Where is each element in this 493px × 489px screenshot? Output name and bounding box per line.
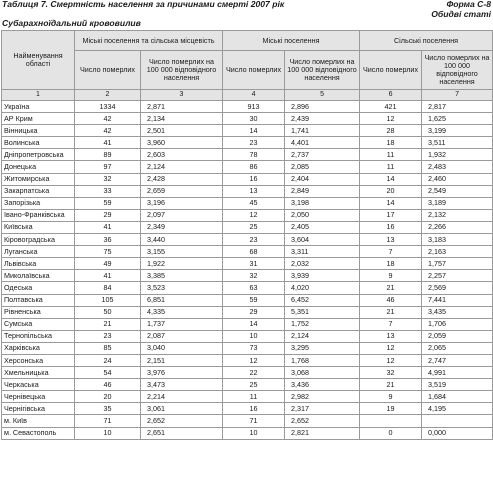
value-cell-col-5: 4,401 bbox=[285, 137, 360, 149]
value-cell-col-3: 3,040 bbox=[141, 342, 223, 354]
value-cell-col-2: 54 bbox=[75, 367, 141, 379]
value-cell-col-2: 46 bbox=[75, 379, 141, 391]
value-cell-col-7: 2,483 bbox=[422, 161, 493, 173]
table-row bbox=[2, 185, 493, 197]
value-cell-col-5: 3,436 bbox=[285, 379, 360, 391]
value-cell-col-3: 2,214 bbox=[141, 391, 223, 403]
value-cell-col-4: 10 bbox=[223, 427, 285, 439]
value-cell-col-5: 3,311 bbox=[285, 246, 360, 258]
table-row bbox=[2, 246, 493, 258]
region-name-cell: Луганська bbox=[2, 246, 75, 258]
table-row bbox=[2, 101, 493, 113]
table-row bbox=[2, 379, 493, 391]
value-cell-col-6: 11 bbox=[360, 161, 422, 173]
gender-scope: Обидві статі bbox=[431, 8, 491, 19]
region-name-cell: м. Київ bbox=[2, 415, 75, 427]
column-number: 6 bbox=[360, 90, 422, 101]
value-cell-col-2: 20 bbox=[75, 391, 141, 403]
value-cell-col-7: 7,441 bbox=[422, 294, 493, 306]
value-cell-col-5: 3,939 bbox=[285, 270, 360, 282]
value-cell-col-2: 24 bbox=[75, 354, 141, 366]
column-group-total: Міські поселення та сільська місцевість bbox=[75, 31, 223, 51]
value-cell-col-3: 1,922 bbox=[141, 258, 223, 270]
value-cell-col-3: 6,851 bbox=[141, 294, 223, 306]
value-cell-col-4: 11 bbox=[223, 391, 285, 403]
value-cell-col-2: 10 bbox=[75, 427, 141, 439]
form-code: Форма С-8 bbox=[446, 0, 491, 9]
value-cell-col-7: 4,195 bbox=[422, 403, 493, 415]
region-name-cell: Миколаївська bbox=[2, 270, 75, 282]
value-cell-col-3: 2,603 bbox=[141, 149, 223, 161]
value-cell-col-2: 59 bbox=[75, 197, 141, 209]
value-cell-col-6: 28 bbox=[360, 125, 422, 137]
value-cell-col-6: 21 bbox=[360, 282, 422, 294]
column-header-count: Число померлих bbox=[360, 51, 422, 90]
table-row bbox=[2, 125, 493, 137]
value-cell-col-3: 3,440 bbox=[141, 234, 223, 246]
value-cell-col-2: 23 bbox=[75, 330, 141, 342]
region-name-cell: Харківська bbox=[2, 342, 75, 354]
value-cell-col-5: 6,452 bbox=[285, 294, 360, 306]
region-name-cell: Закарпатська bbox=[2, 185, 75, 197]
value-cell-col-4: 86 bbox=[223, 161, 285, 173]
column-number: 1 bbox=[2, 90, 75, 101]
column-header-rate: Число померлих на 100 000 відповідного населення bbox=[285, 51, 360, 90]
value-cell-col-5: 2,050 bbox=[285, 209, 360, 221]
region-name-cell: Чернігівська bbox=[2, 403, 75, 415]
table-row bbox=[2, 282, 493, 294]
region-name-cell: Івано-Франківська bbox=[2, 209, 75, 221]
table-row bbox=[2, 113, 493, 125]
table-row bbox=[2, 137, 493, 149]
value-cell-col-7: 2,163 bbox=[422, 246, 493, 258]
table-body bbox=[2, 101, 493, 440]
value-cell-col-3: 3,196 bbox=[141, 197, 223, 209]
value-cell-col-5: 2,821 bbox=[285, 427, 360, 439]
column-group-urban: Міські поселення bbox=[223, 31, 360, 51]
value-cell-col-5: 2,317 bbox=[285, 403, 360, 415]
value-cell-col-4: 13 bbox=[223, 185, 285, 197]
value-cell-col-2: 42 bbox=[75, 125, 141, 137]
region-name-cell: Кіровоградська bbox=[2, 234, 75, 246]
value-cell-col-2: 36 bbox=[75, 234, 141, 246]
value-cell-col-6: 14 bbox=[360, 197, 422, 209]
value-cell-col-7: 2,065 bbox=[422, 342, 493, 354]
value-cell-col-6 bbox=[360, 415, 422, 427]
region-name-cell: Дніпропетровська bbox=[2, 149, 75, 161]
value-cell-col-5: 5,351 bbox=[285, 306, 360, 318]
value-cell-col-7: 2,460 bbox=[422, 173, 493, 185]
value-cell-col-3: 3,976 bbox=[141, 367, 223, 379]
value-cell-col-5: 2,652 bbox=[285, 415, 360, 427]
value-cell-col-3: 2,087 bbox=[141, 330, 223, 342]
value-cell-col-6: 421 bbox=[360, 101, 422, 113]
value-cell-col-7: 3,435 bbox=[422, 306, 493, 318]
column-number: 4 bbox=[223, 90, 285, 101]
value-cell-col-2: 71 bbox=[75, 415, 141, 427]
value-cell-col-7: 3,519 bbox=[422, 379, 493, 391]
value-cell-col-6: 16 bbox=[360, 221, 422, 233]
value-cell-col-2: 33 bbox=[75, 185, 141, 197]
value-cell-col-6: 12 bbox=[360, 113, 422, 125]
value-cell-col-6: 9 bbox=[360, 270, 422, 282]
table-title: Таблиця 7. Смертність населення за причинами смерті 2007 рік bbox=[2, 0, 285, 9]
value-cell-col-3: 3,155 bbox=[141, 246, 223, 258]
value-cell-col-5: 1,768 bbox=[285, 354, 360, 366]
value-cell-col-4: 68 bbox=[223, 246, 285, 258]
region-name-cell: Київська bbox=[2, 221, 75, 233]
value-cell-col-4: 45 bbox=[223, 197, 285, 209]
table-row bbox=[2, 270, 493, 282]
table-row bbox=[2, 367, 493, 379]
column-group-rural: Сільські поселення bbox=[360, 31, 493, 51]
value-cell-col-3: 4,335 bbox=[141, 306, 223, 318]
value-cell-col-5: 3,295 bbox=[285, 342, 360, 354]
region-name-cell: Чернівецька bbox=[2, 391, 75, 403]
region-name-cell: Житомирська bbox=[2, 173, 75, 185]
table-row bbox=[2, 415, 493, 427]
value-cell-col-4: 12 bbox=[223, 354, 285, 366]
value-cell-col-6: 21 bbox=[360, 306, 422, 318]
value-cell-col-3: 3,061 bbox=[141, 403, 223, 415]
column-header-rate: Число померлих на 100 000 відповідного населення bbox=[141, 51, 223, 90]
region-name-cell: Херсонська bbox=[2, 354, 75, 366]
value-cell-col-7: 1,684 bbox=[422, 391, 493, 403]
value-cell-col-7: 2,132 bbox=[422, 209, 493, 221]
value-cell-col-5: 1,741 bbox=[285, 125, 360, 137]
value-cell-col-3: 2,349 bbox=[141, 221, 223, 233]
value-cell-col-4: 16 bbox=[223, 403, 285, 415]
region-name-cell: м. Севастополь bbox=[2, 427, 75, 439]
cause-subtitle: Субарахноїдальний крововилив bbox=[2, 18, 141, 29]
value-cell-col-6: 14 bbox=[360, 173, 422, 185]
value-cell-col-3: 3,385 bbox=[141, 270, 223, 282]
value-cell-col-2: 32 bbox=[75, 173, 141, 185]
value-cell-col-7: 3,183 bbox=[422, 234, 493, 246]
value-cell-col-5: 2,737 bbox=[285, 149, 360, 161]
value-cell-col-4: 23 bbox=[223, 234, 285, 246]
column-number: 2 bbox=[75, 90, 141, 101]
table-row bbox=[2, 149, 493, 161]
table-row bbox=[2, 221, 493, 233]
value-cell-col-5: 2,439 bbox=[285, 113, 360, 125]
table-row bbox=[2, 173, 493, 185]
region-name-cell: Україна bbox=[2, 101, 75, 113]
value-cell-col-7: 3,199 bbox=[422, 125, 493, 137]
value-cell-col-2: 50 bbox=[75, 306, 141, 318]
table-row bbox=[2, 330, 493, 342]
region-name-cell: Львівська bbox=[2, 258, 75, 270]
region-name-cell: Полтавська bbox=[2, 294, 75, 306]
value-cell-col-6: 18 bbox=[360, 258, 422, 270]
value-cell-col-3: 2,651 bbox=[141, 427, 223, 439]
value-cell-col-4: 25 bbox=[223, 221, 285, 233]
value-cell-col-4: 29 bbox=[223, 306, 285, 318]
value-cell-col-7: 2,817 bbox=[422, 101, 493, 113]
value-cell-col-6: 12 bbox=[360, 354, 422, 366]
region-name-cell: Черкаська bbox=[2, 379, 75, 391]
value-cell-col-7: 2,266 bbox=[422, 221, 493, 233]
value-cell-col-7: 4,991 bbox=[422, 367, 493, 379]
value-cell-col-7: 1,706 bbox=[422, 318, 493, 330]
table-row bbox=[2, 306, 493, 318]
table-header bbox=[2, 0, 491, 30]
value-cell-col-6: 21 bbox=[360, 379, 422, 391]
table-row bbox=[2, 427, 493, 439]
value-cell-col-7: 2,549 bbox=[422, 185, 493, 197]
column-number: 5 bbox=[285, 90, 360, 101]
value-cell-col-5: 2,405 bbox=[285, 221, 360, 233]
value-cell-col-4: 22 bbox=[223, 367, 285, 379]
value-cell-col-7: 3,511 bbox=[422, 137, 493, 149]
value-cell-col-2: 89 bbox=[75, 149, 141, 161]
value-cell-col-5: 3,068 bbox=[285, 367, 360, 379]
value-cell-col-6: 32 bbox=[360, 367, 422, 379]
region-name-cell: Донецька bbox=[2, 161, 75, 173]
value-cell-col-5: 2,085 bbox=[285, 161, 360, 173]
value-cell-col-5: 2,849 bbox=[285, 185, 360, 197]
value-cell-col-5: 1,752 bbox=[285, 318, 360, 330]
table-row bbox=[2, 318, 493, 330]
value-cell-col-3: 1,737 bbox=[141, 318, 223, 330]
value-cell-col-7: 1,625 bbox=[422, 113, 493, 125]
table-row bbox=[2, 403, 493, 415]
value-cell-col-3: 2,428 bbox=[141, 173, 223, 185]
value-cell-col-4: 16 bbox=[223, 173, 285, 185]
value-cell-col-7: 2,257 bbox=[422, 270, 493, 282]
value-cell-col-2: 85 bbox=[75, 342, 141, 354]
value-cell-col-6: 18 bbox=[360, 137, 422, 149]
value-cell-col-4: 78 bbox=[223, 149, 285, 161]
value-cell-col-4: 23 bbox=[223, 137, 285, 149]
value-cell-col-2: 97 bbox=[75, 161, 141, 173]
value-cell-col-7: 0,000 bbox=[422, 427, 493, 439]
value-cell-col-4: 14 bbox=[223, 318, 285, 330]
region-name-cell: Запорізька bbox=[2, 197, 75, 209]
value-cell-col-3: 2,652 bbox=[141, 415, 223, 427]
value-cell-col-2: 105 bbox=[75, 294, 141, 306]
value-cell-col-7 bbox=[422, 415, 493, 427]
table-row bbox=[2, 342, 493, 354]
value-cell-col-6: 19 bbox=[360, 403, 422, 415]
value-cell-col-4: 12 bbox=[223, 209, 285, 221]
value-cell-col-5: 2,032 bbox=[285, 258, 360, 270]
value-cell-col-5: 2,982 bbox=[285, 391, 360, 403]
column-header-count: Число померлих bbox=[75, 51, 141, 90]
value-cell-col-7: 2,059 bbox=[422, 330, 493, 342]
value-cell-col-6: 9 bbox=[360, 391, 422, 403]
column-number: 3 bbox=[141, 90, 223, 101]
value-cell-col-4: 14 bbox=[223, 125, 285, 137]
value-cell-col-2: 41 bbox=[75, 221, 141, 233]
region-name-cell: Сумська bbox=[2, 318, 75, 330]
value-cell-col-2: 84 bbox=[75, 282, 141, 294]
value-cell-col-6: 20 bbox=[360, 185, 422, 197]
value-cell-col-6: 12 bbox=[360, 342, 422, 354]
column-header-rate: Число померлих на 100 000 відповідного населення bbox=[422, 51, 493, 90]
column-header-region: Найменування області bbox=[2, 31, 75, 90]
region-name-cell: Вінницька bbox=[2, 125, 75, 137]
table-row bbox=[2, 354, 493, 366]
value-cell-col-3: 2,097 bbox=[141, 209, 223, 221]
value-cell-col-6: 46 bbox=[360, 294, 422, 306]
value-cell-col-5: 2,124 bbox=[285, 330, 360, 342]
value-cell-col-5: 3,604 bbox=[285, 234, 360, 246]
region-name-cell: Хмельницька bbox=[2, 367, 75, 379]
value-cell-col-2: 21 bbox=[75, 318, 141, 330]
value-cell-col-5: 2,404 bbox=[285, 173, 360, 185]
table-row bbox=[2, 234, 493, 246]
table-row bbox=[2, 209, 493, 221]
table-row bbox=[2, 391, 493, 403]
table-row bbox=[2, 161, 493, 173]
table-row bbox=[2, 197, 493, 209]
value-cell-col-6: 7 bbox=[360, 246, 422, 258]
value-cell-col-2: 49 bbox=[75, 258, 141, 270]
value-cell-col-7: 2,747 bbox=[422, 354, 493, 366]
value-cell-col-4: 913 bbox=[223, 101, 285, 113]
value-cell-col-4: 71 bbox=[223, 415, 285, 427]
value-cell-col-2: 41 bbox=[75, 137, 141, 149]
form-info bbox=[431, 0, 491, 19]
region-name-cell: Тернопільська bbox=[2, 330, 75, 342]
value-cell-col-4: 32 bbox=[223, 270, 285, 282]
value-cell-col-3: 3,523 bbox=[141, 282, 223, 294]
value-cell-col-5: 3,198 bbox=[285, 197, 360, 209]
value-cell-col-3: 2,151 bbox=[141, 354, 223, 366]
value-cell-col-4: 25 bbox=[223, 379, 285, 391]
value-cell-col-4: 30 bbox=[223, 113, 285, 125]
value-cell-col-2: 29 bbox=[75, 209, 141, 221]
value-cell-col-3: 3,473 bbox=[141, 379, 223, 391]
region-name-cell: Одеська bbox=[2, 282, 75, 294]
region-name-cell: АР Крим bbox=[2, 113, 75, 125]
column-number: 7 bbox=[422, 90, 493, 101]
value-cell-col-4: 73 bbox=[223, 342, 285, 354]
value-cell-col-4: 63 bbox=[223, 282, 285, 294]
value-cell-col-7: 2,569 bbox=[422, 282, 493, 294]
value-cell-col-2: 42 bbox=[75, 113, 141, 125]
value-cell-col-2: 41 bbox=[75, 270, 141, 282]
value-cell-col-6: 17 bbox=[360, 209, 422, 221]
value-cell-col-4: 10 bbox=[223, 330, 285, 342]
value-cell-col-2: 1334 bbox=[75, 101, 141, 113]
value-cell-col-7: 1,757 bbox=[422, 258, 493, 270]
value-cell-col-4: 31 bbox=[223, 258, 285, 270]
value-cell-col-3: 3,960 bbox=[141, 137, 223, 149]
value-cell-col-3: 2,659 bbox=[141, 185, 223, 197]
value-cell-col-3: 2,134 bbox=[141, 113, 223, 125]
value-cell-col-6: 13 bbox=[360, 330, 422, 342]
value-cell-col-3: 2,501 bbox=[141, 125, 223, 137]
value-cell-col-5: 4,020 bbox=[285, 282, 360, 294]
table-row bbox=[2, 258, 493, 270]
value-cell-col-6: 0 bbox=[360, 427, 422, 439]
value-cell-col-2: 75 bbox=[75, 246, 141, 258]
value-cell-col-6: 13 bbox=[360, 234, 422, 246]
value-cell-col-3: 2,124 bbox=[141, 161, 223, 173]
value-cell-col-5: 2,896 bbox=[285, 101, 360, 113]
value-cell-col-6: 11 bbox=[360, 149, 422, 161]
value-cell-col-3: 2,871 bbox=[141, 101, 223, 113]
value-cell-col-6: 7 bbox=[360, 318, 422, 330]
value-cell-col-4: 59 bbox=[223, 294, 285, 306]
table-row bbox=[2, 294, 493, 306]
value-cell-col-7: 1,932 bbox=[422, 149, 493, 161]
region-name-cell: Рівненська bbox=[2, 306, 75, 318]
mortality-table bbox=[1, 30, 493, 440]
value-cell-col-7: 3,189 bbox=[422, 197, 493, 209]
value-cell-col-2: 35 bbox=[75, 403, 141, 415]
region-name-cell: Волинська bbox=[2, 137, 75, 149]
column-header-count: Число померлих bbox=[223, 51, 285, 90]
